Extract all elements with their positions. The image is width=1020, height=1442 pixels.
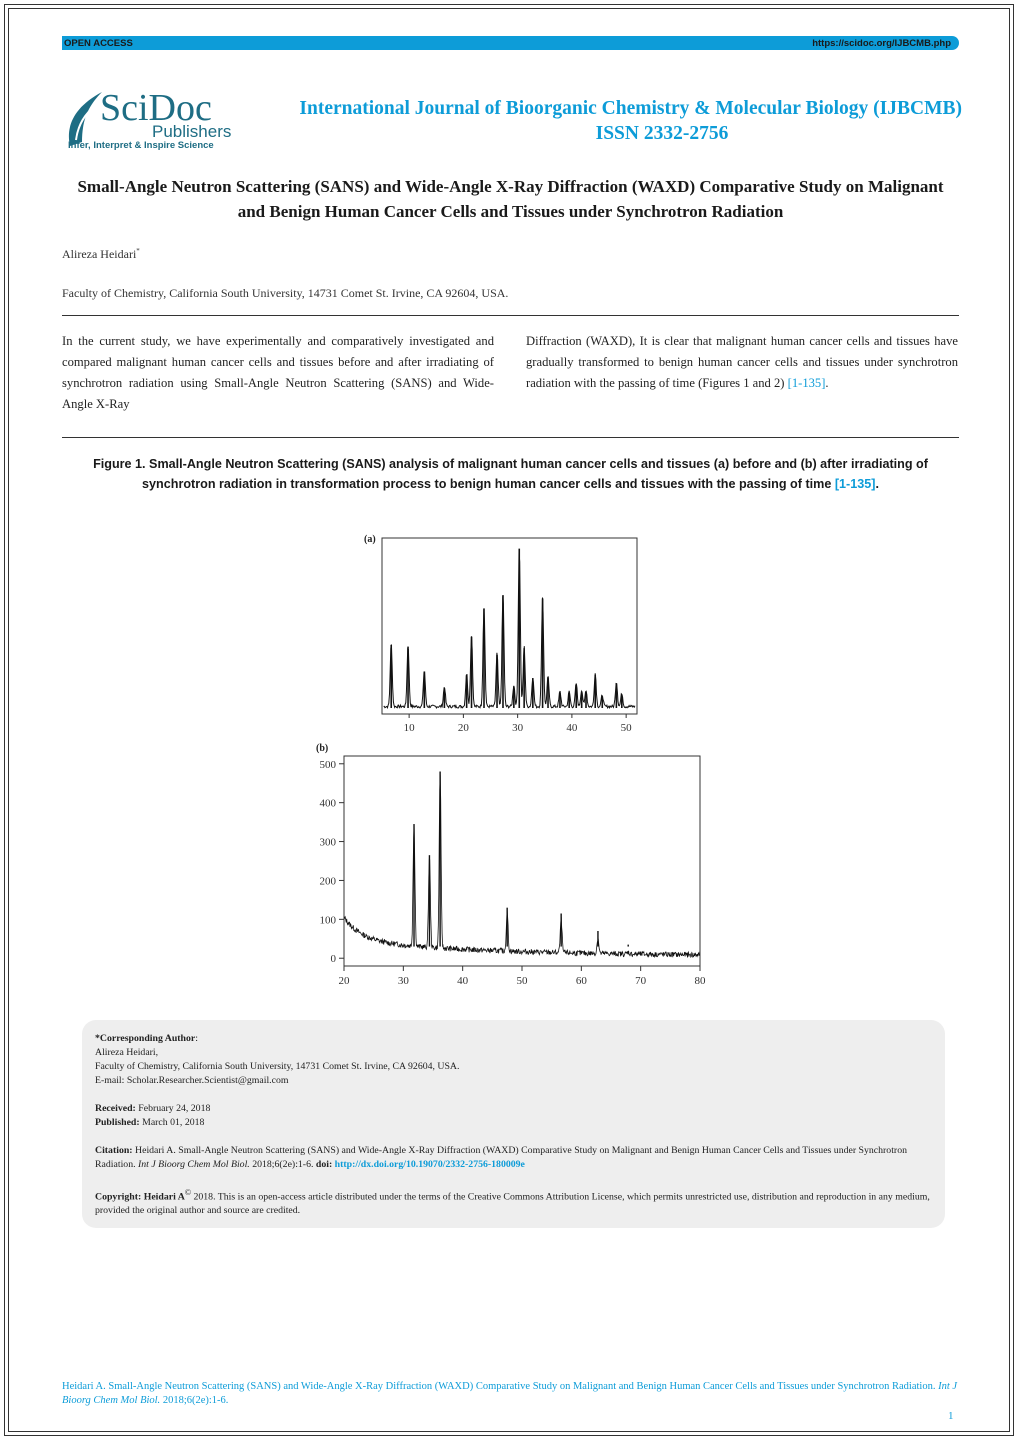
figure-ref-link[interactable]: [1-135] <box>834 477 876 491</box>
body-column-right <box>526 331 958 394</box>
y-tick-label-b-1: 100 <box>319 914 336 927</box>
published-date: March 01, 2018 <box>142 1117 205 1128</box>
copyright-symbol: © <box>184 1188 192 1197</box>
journal-url-link[interactable]: https://scidoc.org/IJBCMB.php <box>812 37 951 49</box>
author-name: Alireza Heidari <box>62 247 137 261</box>
x-tick-label-a-2: 30 <box>512 722 524 734</box>
copyright-text: 2018. This is an open-access article distributed under the terms of the Creative Commons Attribution License, which permits unrestricted use, distribution and reproduction in any medium, provided the original author and source are credited. <box>95 1191 930 1217</box>
x-tick-label-b-6: 80 <box>694 975 706 987</box>
body-right-text: Diffraction (WAXD), It is clear that malignant human cancer cells and tissues have gradually transformed to benign human cancer cells and tissues under synchrotron radiation with the passing of time (Figures 1 and 2) <box>526 334 958 390</box>
received-date: February 24, 2018 <box>138 1103 211 1114</box>
copyright-label: Copyright: Heidari A <box>95 1191 185 1203</box>
x-tick-label-a-4: 50 <box>620 722 632 734</box>
corr-name: Alireza Heidari, <box>95 1047 159 1058</box>
author-line <box>62 247 140 262</box>
page-footer <box>62 1380 959 1408</box>
figure-caption-text: Figure 1. Small-Angle Neutron Scattering (SANS) analysis of malignant human cancer cells and tissues (a) before and (b) after irradiating of synchrotron radiation in transformation process to benign human cancer cells and tissues with the passing of time <box>93 457 928 491</box>
x-tick-label-b-4: 60 <box>575 975 587 987</box>
citation-label: Citation: <box>95 1145 133 1156</box>
chart-b <box>310 738 710 988</box>
y-tick-label-b-2: 200 <box>319 875 336 888</box>
corr-colon: : <box>195 1033 198 1044</box>
plot-frame-a <box>382 538 637 714</box>
y-tick-label-b-3: 300 <box>319 836 336 849</box>
header-bar <box>62 36 959 50</box>
footer-text: Heidari A. Small-Angle Neutron Scattering (SANS) and Wide-Angle X-Ray Diffraction (WAXD) Comparative Study on Malignant and Benign Human Cancer Cells and Tissues under Synchrotron Radiation. <box>62 1381 936 1392</box>
logo-wordmark: SciDoc <box>100 87 212 129</box>
logo-tagline: Infer, Interpret & Inspire Science <box>68 140 214 151</box>
panel-label-b: (b) <box>316 743 329 754</box>
plot-frame-b <box>344 756 700 966</box>
author-affiliation: Faculty of Chemistry, California South University, 14731 Comet St. Irvine, CA 92604, USA. <box>62 286 509 300</box>
citation-journal: Int J Bioorg Chem Mol Biol. <box>138 1159 250 1170</box>
x-tick-label-a-1: 20 <box>457 722 469 734</box>
divider-top <box>62 315 959 316</box>
panel-label-a: (a) <box>364 534 376 545</box>
journal-issn: ISSN 2332-2756 <box>595 123 729 144</box>
doi-link[interactable]: http://dx.doi.org/10.19070/2332-2756-180009e <box>334 1159 525 1170</box>
open-access-label: OPEN ACCESS <box>64 37 133 49</box>
citation-text: Heidari A. Small-Angle Neutron Scattering (SANS) and Wide-Angle X-Ray Diffraction (WAXD) Comparative Study on Malignant and Benign Human Cancer Cells and Tissues under Synchrotron Radiation. <box>95 1145 907 1170</box>
x-tick-label-a-0: 10 <box>403 722 415 734</box>
footer-vol: 2018;6(2e):1-6. <box>162 1395 229 1406</box>
correspondence-box <box>82 1020 945 1228</box>
corr-email[interactable]: E-mail: Scholar.Researcher.Scientist@gmail.com <box>95 1075 289 1086</box>
published-label: Published: <box>95 1117 140 1128</box>
logo-publishers: Publishers <box>152 122 232 141</box>
page-number: 1 <box>948 1410 954 1422</box>
body-right-end: . <box>825 376 829 390</box>
article-title: Small-Angle Neutron Scattering (SANS) and Wide-Angle X-Ray Diffraction (WAXD) Comparative Study on Malignant and Benign Human Cancer Cells and Tissues under Synchrotron Radiation <box>77 177 944 221</box>
received-label: Received: <box>95 1103 136 1114</box>
y-tick-label-b-4: 400 <box>319 797 336 810</box>
footer-journal: Int J Bioorg Chem Mol Biol. <box>62 1381 958 1406</box>
journal-name: International Journal of Bioorganic Chemistry & Molecular Biology (IJBCMB) <box>299 98 962 119</box>
journal-header <box>262 96 962 146</box>
body-column-left: In the current study, we have experimentally and comparatively investigated and compared malignant human cancer cells and tissues before and after irradiating of synchrotron radiation using Small-Angle Neutron Scattering (SANS) and Wide-Angle X-Ray <box>62 334 494 411</box>
divider-mid <box>62 437 959 438</box>
figure-caption-end: . <box>875 477 879 491</box>
chart-a <box>350 530 670 745</box>
x-tick-label-b-2: 40 <box>457 975 469 987</box>
citation-vol: 2018;6(2e):1-6. <box>252 1159 314 1170</box>
x-tick-label-b-1: 30 <box>397 975 409 987</box>
y-tick-label-b-5: 500 <box>319 758 336 771</box>
y-tick-label-b-0: 0 <box>330 953 336 966</box>
author-mark: * <box>136 247 140 255</box>
series-line-a <box>384 552 635 708</box>
doi-label: doi: <box>315 1159 333 1170</box>
x-tick-label-b-5: 70 <box>635 975 647 987</box>
x-tick-label-a-3: 40 <box>566 722 578 734</box>
publisher-logo <box>62 86 262 152</box>
corr-address: Faculty of Chemistry, California South University, 14731 Comet St. Irvine, CA 92604, USA. <box>95 1061 460 1072</box>
x-tick-label-b-0: 20 <box>338 975 350 987</box>
corr-label: *Corresponding Author <box>95 1033 196 1044</box>
figure-caption <box>62 454 959 494</box>
x-tick-label-b-3: 50 <box>516 975 528 987</box>
series-line-b <box>344 775 699 957</box>
body-ref-link[interactable]: [1-135] <box>787 376 826 390</box>
